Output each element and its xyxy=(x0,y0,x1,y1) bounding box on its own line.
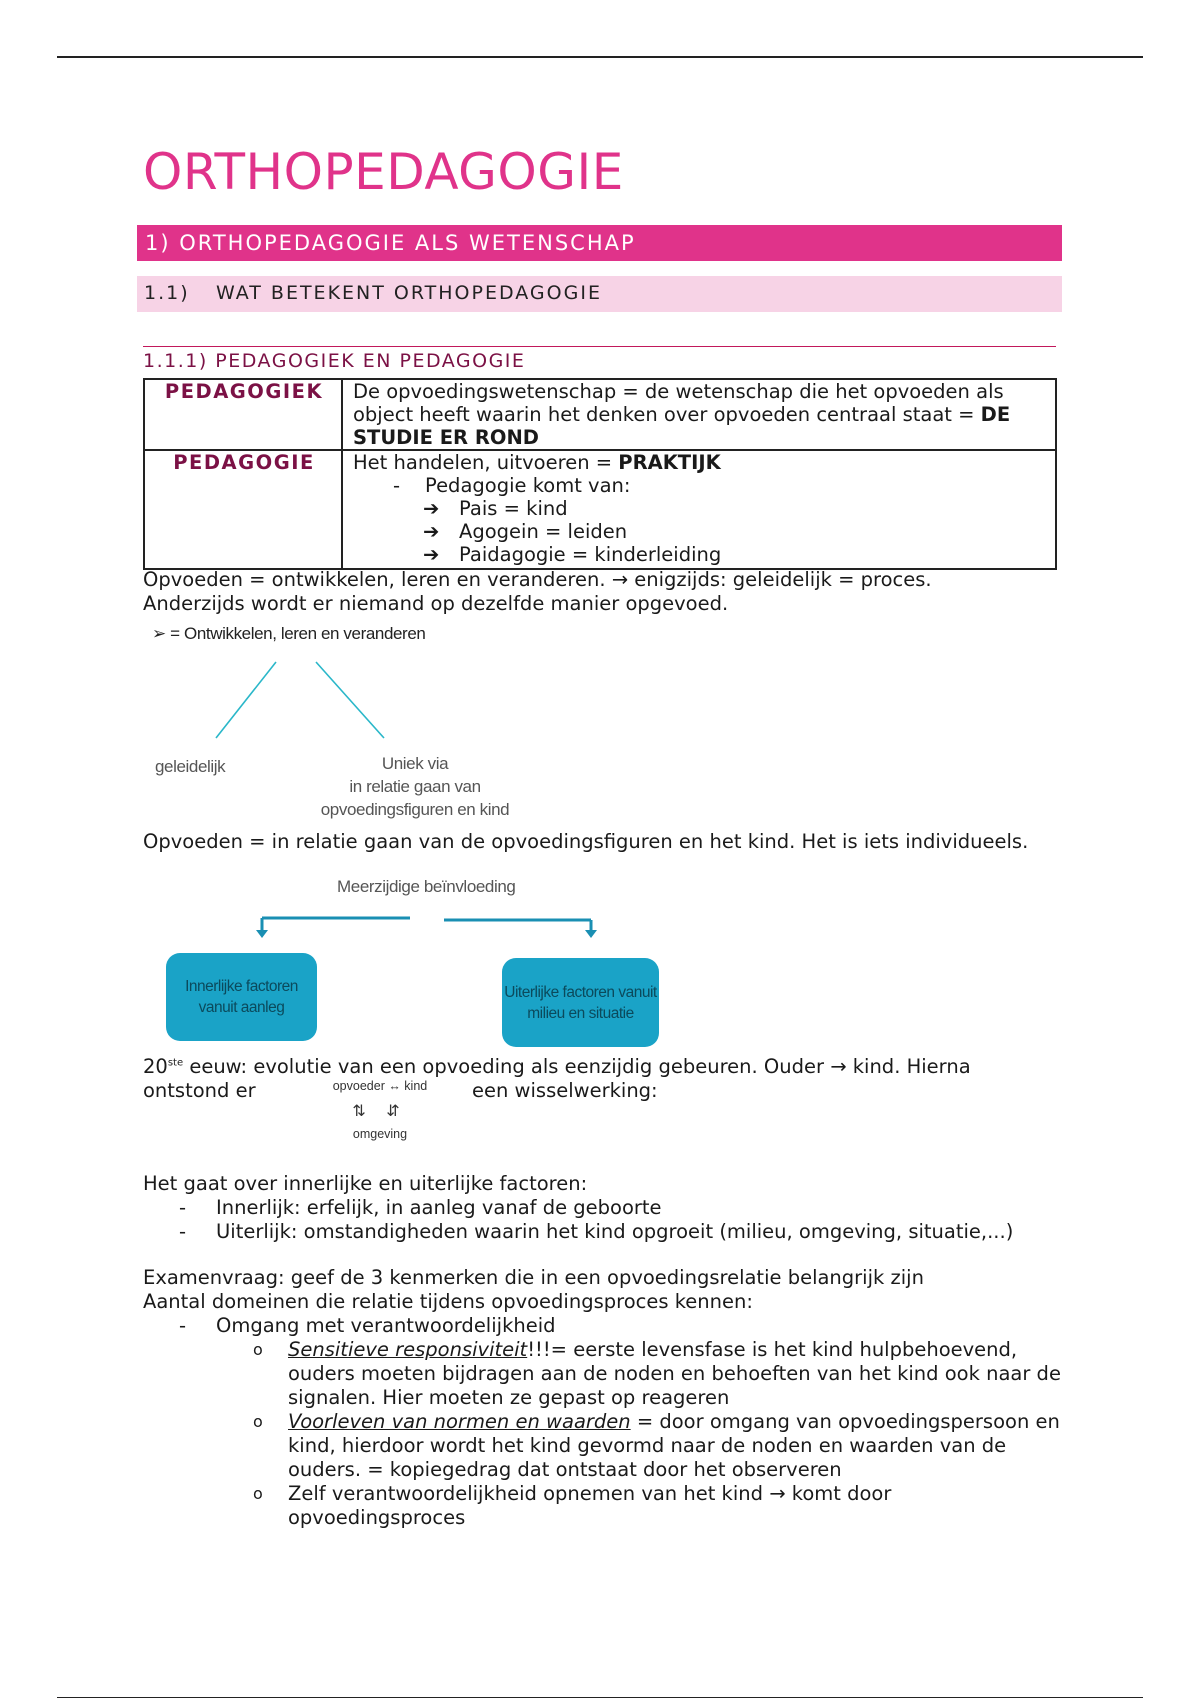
list-item: ➔ Agogein = leiden xyxy=(423,520,628,543)
exam-question: Examenvraag: geef de 3 kenmerken die in een opvoedingsrelatie belangrijk zijn xyxy=(143,1266,924,1289)
figure1-right-label: Uniek via in relatie gaan van opvoedingsfiguren en kind xyxy=(320,754,510,819)
list-item: - Pedagogie komt van: xyxy=(393,474,631,497)
factors-list: Het gaat over innerlijke en uiterlijke factoren: - Innerlijk: erfelijk, in aanleg vanaf de geboorte - Uiterlijk: omstandigheden waarin het kind opgroeit (milieu, omgeving, situatie,...) xyxy=(143,1172,1063,1244)
box-uiterlijke-factoren: Uiterlijke factoren vanuit milieu en situatie xyxy=(502,958,659,1047)
section-heading: 1) ORTHOPEDAGOGIE ALS WETENSCHAP xyxy=(137,225,1062,261)
list-item: o Zelf verantwoordelijkheid opnemen van het kind → komt door opvoedingsproces xyxy=(253,1482,892,1529)
list-item: ➔ Pais = kind xyxy=(423,497,568,520)
paragraph-opvoeden: Opvoeden = ontwikkelen, leren en veranderen. → enigzijds: geleidelijk = proces. Anderzijds wordt er niemand op dezelfde manier opgevoed. xyxy=(143,568,932,615)
term-pedagogiek: PEDAGOGIEK xyxy=(144,379,342,450)
wisselwerking-text: een wisselwerking: xyxy=(472,1079,658,1102)
definition-text: De opvoedingswetenschap = de wetenschap die het opvoeden als object heeft waarin het denken over opvoeden centraal staat = xyxy=(353,380,1004,426)
figure1-root: ➢ = Ontwikkelen, leren en veranderen xyxy=(152,624,426,643)
bullet-arrow-icon: ➢ xyxy=(152,624,171,643)
definition-bold: DE STUDIE ER ROND xyxy=(353,403,1011,449)
list-item: ➔ Paidagogie = kinderleiding xyxy=(423,543,722,566)
box-innerlijke-factoren: Innerlijke factoren vanuit aanleg xyxy=(166,953,317,1041)
definition-bold: PRAKTIJK xyxy=(618,451,721,474)
bottom-rule xyxy=(57,1697,1143,1698)
definition-text: Het handelen, uitvoeren = xyxy=(353,451,619,474)
page-title: ORTHOPEDAGOGIE xyxy=(143,143,624,201)
exam-section xyxy=(143,1266,1063,1530)
list-item: o Sensitieve responsiviteit!!!= eerste levensfase is het kind hulpbehoevend, ouders moeten bijdragen aan de noden en behoeften van het kind ook naar de signalen. Hier moeten ze gepast op reageren xyxy=(253,1338,1061,1409)
arrow-icon: ➔ xyxy=(423,520,440,543)
paragraph-relatie: Opvoeden = in relatie gaan van de opvoedingsfiguren en het kind. Het is iets individueels. xyxy=(143,830,1029,853)
wisselwerking-diagram: opvoeder ↔ kind ⇅ ⇵ omgeving xyxy=(310,1079,450,1141)
branch-left xyxy=(216,662,276,738)
term-pedagogie: PEDAGOGIE xyxy=(144,450,342,569)
list-item: - Uiterlijk: omstandigheden waarin het kind opgroeit (milieu, omgeving, situatie,...) xyxy=(179,1220,1014,1243)
figure1-left-label: geleidelijk xyxy=(155,757,226,776)
list-item: o Voorleven van normen en waarden = door omgang van opvoedingspersoon en kind, hierdoor wordt het kind gevormd naar de noden en waarden van de ouders. = kopiegedrag dat ontstaat door het observeren xyxy=(253,1410,1060,1481)
connector-left-arrowhead xyxy=(256,930,268,938)
updown-arrows-icon: ⇅ ⇵ xyxy=(352,1103,408,1120)
figure2-title: Meerzijdige beïnvloeding xyxy=(337,877,516,896)
connector-right-arrowhead xyxy=(585,930,597,938)
subsection-number: 1.1) xyxy=(144,282,190,304)
arrow-icon: ➔ xyxy=(423,543,440,566)
list-item: - Innerlijk: erfelijk, in aanleg vanaf de geboorte xyxy=(179,1196,662,1219)
branch-right xyxy=(316,662,384,738)
subsection-label: WAT BETEKENT ORTHOPEDAGOGIE xyxy=(216,282,602,304)
list-item: - Omgang met verantwoordelijkheid xyxy=(179,1314,556,1337)
exam-domains: Aantal domeinen die relatie tijdens opvoedingsproces kennen: xyxy=(143,1290,753,1313)
paragraph-century: 20ste eeuw: evolutie van een opvoeding als eenzijdig gebeuren. Ouder → kind. Hierna ontstond er xyxy=(143,1055,971,1102)
arrow-icon: ➔ xyxy=(423,497,440,520)
subsubsection-heading: 1.1.1) PEDAGOGIEK EN PEDAGOGIE xyxy=(143,350,526,372)
